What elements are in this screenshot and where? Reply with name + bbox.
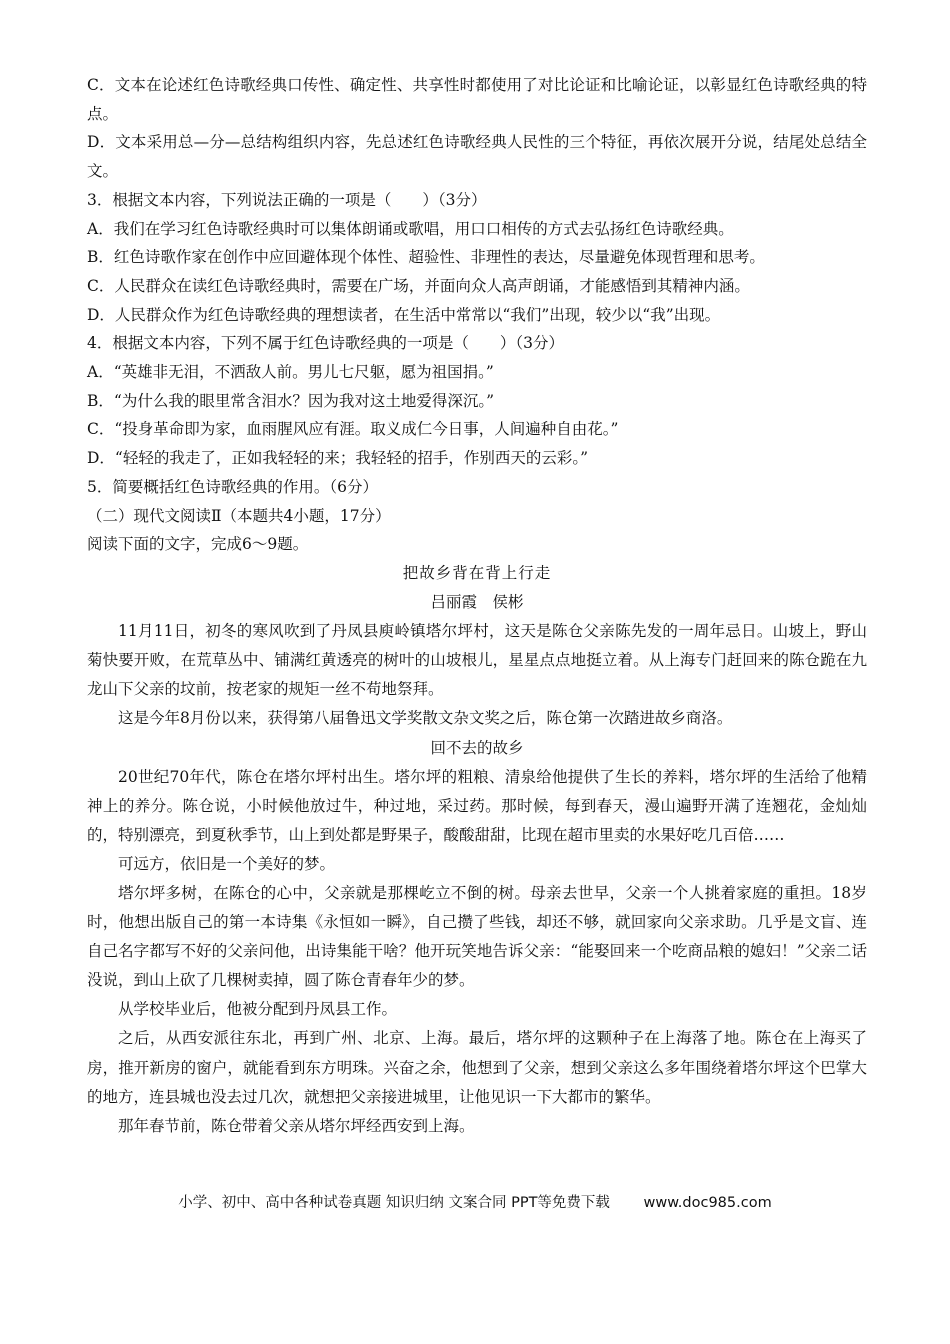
q3-option-b: B．红色诗歌作家在创作中应回避体现个体性、超验性、非理性的表达，尽量避免体现哲理和思考。 bbox=[87, 248, 765, 267]
q4-option-a: A．“英雄非无泪，不洒敌人前。男儿七尺躯，愿为祖国捐。” bbox=[87, 363, 494, 382]
article-paragraph: 20世纪70年代，陈仓在塔尔坪村出生。塔尔坪的粗粮、清泉给他提供了生长的养料，塔尔坪的生活给了他精神上的养分。陈仓说，小时候他放过牛，种过地，采过药。那时候，每到春天，漫山遍野开满了连翘花，金灿灿的，特别漂亮，到夏秋季节，山上到处都是野果子，酸酸甜甜，比现在超市里卖的水果好吃几百倍…… bbox=[87, 767, 867, 844]
q2-option-d: D．文本采用总—分—总结构组织内容，先总述红色诗歌经典人民性的三个特征，再依次展开分说，结尾处总结全文。 bbox=[87, 133, 867, 181]
article-authors: 吕丽霞 侯彬 bbox=[430, 593, 524, 612]
article-paragraph: 那年春节前，陈仓带着父亲从塔尔坪经西安到上海。 bbox=[118, 1116, 475, 1135]
exam-page bbox=[87, 71, 867, 1141]
q4-option-d: D．“轻轻的我走了，正如我轻轻的来；我轻轻的招手，作别西天的云彩。” bbox=[87, 449, 589, 468]
article-paragraph: 这是今年8月份以来，获得第八届鲁迅文学奖散文杂文奖之后，陈仓第一次踏进故乡商洛。 bbox=[118, 709, 733, 728]
q3-stem: 3．根据文本内容，下列说法正确的一项是（ ）（3分） bbox=[87, 190, 487, 209]
article-paragraph: 从学校毕业后，他被分配到丹凤县工作。 bbox=[118, 1000, 398, 1019]
footer-site-link[interactable]: www.doc985.com bbox=[643, 1195, 772, 1211]
q4-option-b: B．“为什么我的眼里常含泪水？因为我对这土地爱得深沉。” bbox=[87, 391, 494, 410]
footer-text: 小学、初中、高中各种试卷真题 知识归纳 文案合同 PPT等免费下载 bbox=[178, 1195, 610, 1211]
article-paragraph: 11月11日，初冬的寒风吹到了丹凤县庾岭镇塔尔坪村，这天是陈仓父亲陈先发的一周年忌日。山坡上，野山菊快要开败，在荒草丛中、铺满红黄透亮的树叶的山坡根儿，星星点点地挺立着。从上海专门赶回来的陈仓跪在九龙山下父亲的坟前，按老家的规矩一丝不苟地祭拜。 bbox=[87, 622, 867, 699]
article-title: 把故乡背在背上行走 bbox=[402, 563, 552, 582]
q3-option-d: D．人民群众作为红色诗歌经典的理想读者，在生活中常常以“我们”出现，较少以“我”出现。 bbox=[87, 305, 721, 324]
article-paragraph: 之后，从西安派往东北，再到广州、北京、上海。最后，塔尔坪的这颗种子在上海落了地。陈仓在上海买了房，推开新房的窗户，就能看到东方明珠。兴奋之余，他想到了父亲，想到父亲这么多年围绕着塔尔坪这个巴掌大的地方，连县城也没去过几次，就想把父亲接进城里，让他见识一下大都市的繁华。 bbox=[87, 1029, 867, 1106]
q3-option-c: C．人民群众在读红色诗歌经典时，需要在广场，并面向众人高声朗诵，才能感悟到其精神内涵。 bbox=[87, 276, 750, 295]
q4-option-c: C．“投身革命即为家，血雨腥风应有涯。取义成仁今日事，人间遍种自由花。” bbox=[87, 420, 619, 439]
page-footer bbox=[0, 1191, 950, 1212]
section-instruction: 阅读下面的文字，完成6～9题。 bbox=[87, 535, 309, 554]
article-paragraph: 塔尔坪多树，在陈仓的心中，父亲就是那棵屹立不倒的树。母亲去世早，父亲一个人挑着家庭的重担。18岁时，他想出版自己的第一本诗集《永恒如一瞬》，自己攒了些钱，却还不够，就回家向父亲求助。几乎是文盲、连自己名字都写不好的父亲问他，出诗集能干啥？他开玩笑地告诉父亲：“能娶回来一个吃商品粮的媳妇！”父亲二话没说，到山上砍了几棵树卖掉，圆了陈仓青春年少的梦。 bbox=[87, 883, 867, 990]
q2-option-c: C．文本在论述红色诗歌经典口传性、确定性、共享性时都使用了对比论证和比喻论证，以彰显红色诗歌经典的特点。 bbox=[87, 76, 867, 123]
section-heading: （二）现代文阅读Ⅱ（本题共4小题，17分） bbox=[87, 506, 391, 525]
article bbox=[87, 559, 867, 1141]
q3-option-a: A．我们在学习红色诗歌经典时可以集体朗诵或歌唱，用口口相传的方式去弘扬红色诗歌经典。 bbox=[87, 219, 734, 238]
article-subheading: 回不去的故乡 bbox=[430, 738, 524, 757]
article-paragraph: 可远方，依旧是一个美好的梦。 bbox=[118, 854, 336, 873]
q4-stem: 4．根据文本内容，下列不属于红色诗歌经典的一项是（ ）（3分） bbox=[87, 334, 564, 353]
q5-stem: 5．简要概括红色诗歌经典的作用。（6分） bbox=[87, 477, 378, 496]
